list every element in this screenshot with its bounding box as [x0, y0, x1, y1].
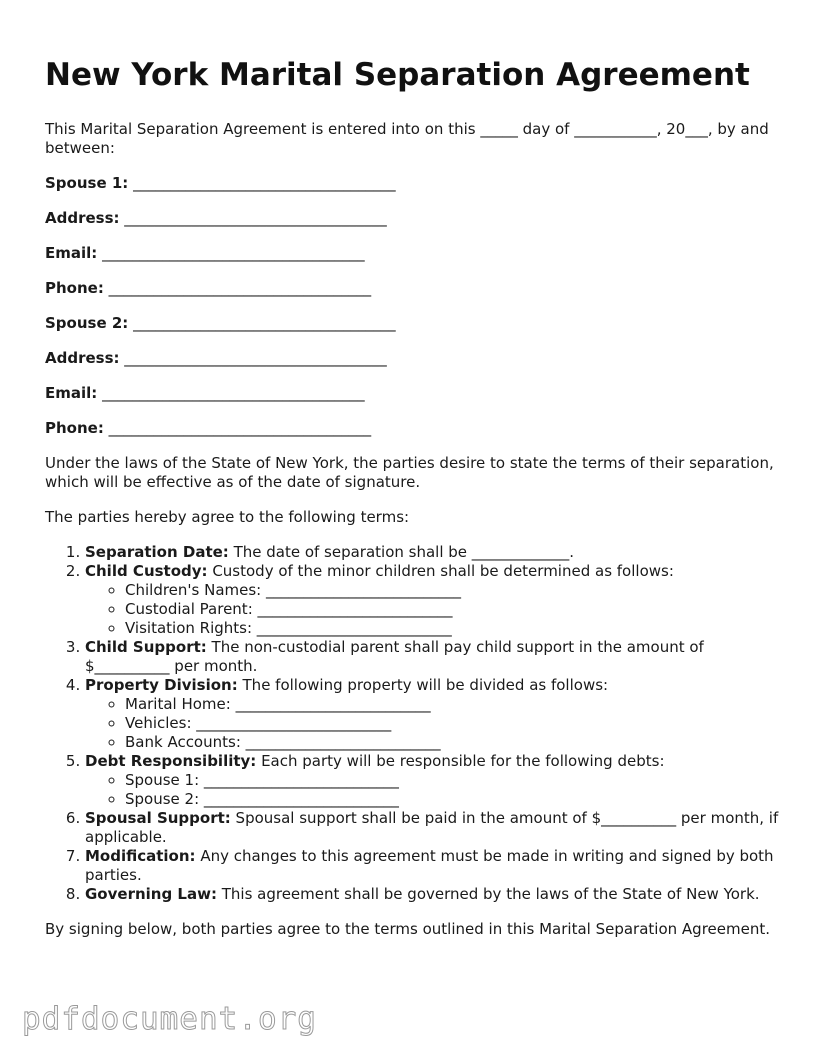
- field-blank: ___________________________________: [133, 314, 396, 332]
- term-debt-responsibility: [85, 752, 785, 809]
- intro-paragraph: This Marital Separation Agreement is entered into on this _____ day of ___________, 20___, by and between:: [45, 120, 769, 157]
- term-text: The following property will be divided as follows:: [237, 676, 609, 694]
- term-heading: Child Support:: [85, 638, 207, 656]
- term-heading: Spousal Support:: [85, 809, 231, 827]
- term-governing-law: [85, 885, 785, 904]
- list-item: ◦ Visitation Rights: __________________________: [125, 619, 785, 638]
- field-label: Address:: [45, 209, 120, 227]
- terms-list: [45, 543, 785, 904]
- field-label: Spouse 1:: [45, 174, 129, 192]
- spouse-2-phone-field: [45, 419, 785, 438]
- debt-subitems: [85, 771, 785, 809]
- agree-paragraph: The parties hereby agree to the following terms:: [45, 508, 410, 526]
- spouse-2-field: [45, 314, 785, 333]
- term-property-division: [85, 676, 785, 752]
- list-item: ◦ Spouse 1: __________________________: [125, 771, 785, 790]
- list-item: ◦ Spouse 2: __________________________: [125, 790, 785, 809]
- spouse-2-address-field: [45, 349, 785, 368]
- field-blank: ___________________________________: [102, 384, 365, 402]
- term-heading: Property Division:: [85, 676, 238, 694]
- term-heading: Separation Date:: [85, 543, 229, 561]
- party-fields: [45, 174, 785, 438]
- document-title: New York Marital Separation Agreement: [45, 57, 750, 93]
- term-child-custody: [85, 562, 785, 638]
- term-text: This agreement shall be governed by the laws of the State of New York.: [216, 885, 760, 903]
- term-text: Custody of the minor children shall be determined as follows:: [207, 562, 674, 580]
- spouse-1-field: [45, 174, 785, 193]
- field-blank: ___________________________________: [108, 419, 372, 437]
- list-item: ◦ Children's Names: __________________________: [125, 581, 785, 600]
- watermark: pdfdocument.org: [22, 1001, 317, 1037]
- field-blank: ___________________________________: [124, 349, 387, 367]
- term-spousal-support: [85, 809, 785, 847]
- property-subitems: [85, 695, 785, 752]
- spouse-2-email-field: [45, 384, 785, 403]
- spouse-1-address-field: [45, 209, 785, 228]
- field-blank: ___________________________________: [124, 209, 387, 227]
- list-item: ◦ Vehicles: __________________________: [125, 714, 785, 733]
- field-label: Address:: [45, 349, 120, 367]
- field-label: Phone:: [45, 419, 104, 437]
- field-label: Spouse 2:: [45, 314, 129, 332]
- field-blank: ___________________________________: [102, 244, 365, 262]
- list-item: ◦ Custodial Parent: __________________________: [125, 600, 785, 619]
- term-separation-date: [85, 543, 785, 562]
- term-text: The date of separation shall be _____________.: [228, 543, 575, 561]
- laws-paragraph: Under the laws of the State of New York, the parties desire to state the terms of their separation, which will be effective as of the date of signature.: [45, 454, 774, 491]
- term-text: The non-custodial parent shall pay child support in the amount of $__________ per month.: [85, 638, 704, 675]
- term-text: Spousal support shall be paid in the amount of $__________ per month, if applicable.: [85, 809, 779, 846]
- closing-paragraph: By signing below, both parties agree to the terms outlined in this Marital Separation Agreement.: [45, 920, 770, 938]
- spouse-1-phone-field: [45, 279, 785, 298]
- field-blank: ___________________________________: [133, 174, 396, 192]
- custody-subitems: [85, 581, 785, 638]
- spouse-1-email-field: [45, 244, 785, 263]
- term-heading: Modification:: [85, 847, 196, 865]
- field-label: Email:: [45, 244, 98, 262]
- field-label: Email:: [45, 384, 98, 402]
- term-child-support: [85, 638, 785, 676]
- list-item: ◦ Bank Accounts: __________________________: [125, 733, 785, 752]
- term-text: Any changes to this agreement must be made in writing and signed by both parties.: [85, 847, 774, 884]
- field-blank: ___________________________________: [108, 279, 372, 297]
- term-heading: Governing Law:: [85, 885, 217, 903]
- term-heading: Debt Responsibility:: [85, 752, 257, 770]
- document-page: [45, 56, 785, 939]
- term-text: Each party will be responsible for the following debts:: [256, 752, 665, 770]
- field-label: Phone:: [45, 279, 104, 297]
- term-modification: [85, 847, 785, 885]
- list-item: ◦ Marital Home: __________________________: [125, 695, 785, 714]
- term-heading: Child Custody:: [85, 562, 208, 580]
